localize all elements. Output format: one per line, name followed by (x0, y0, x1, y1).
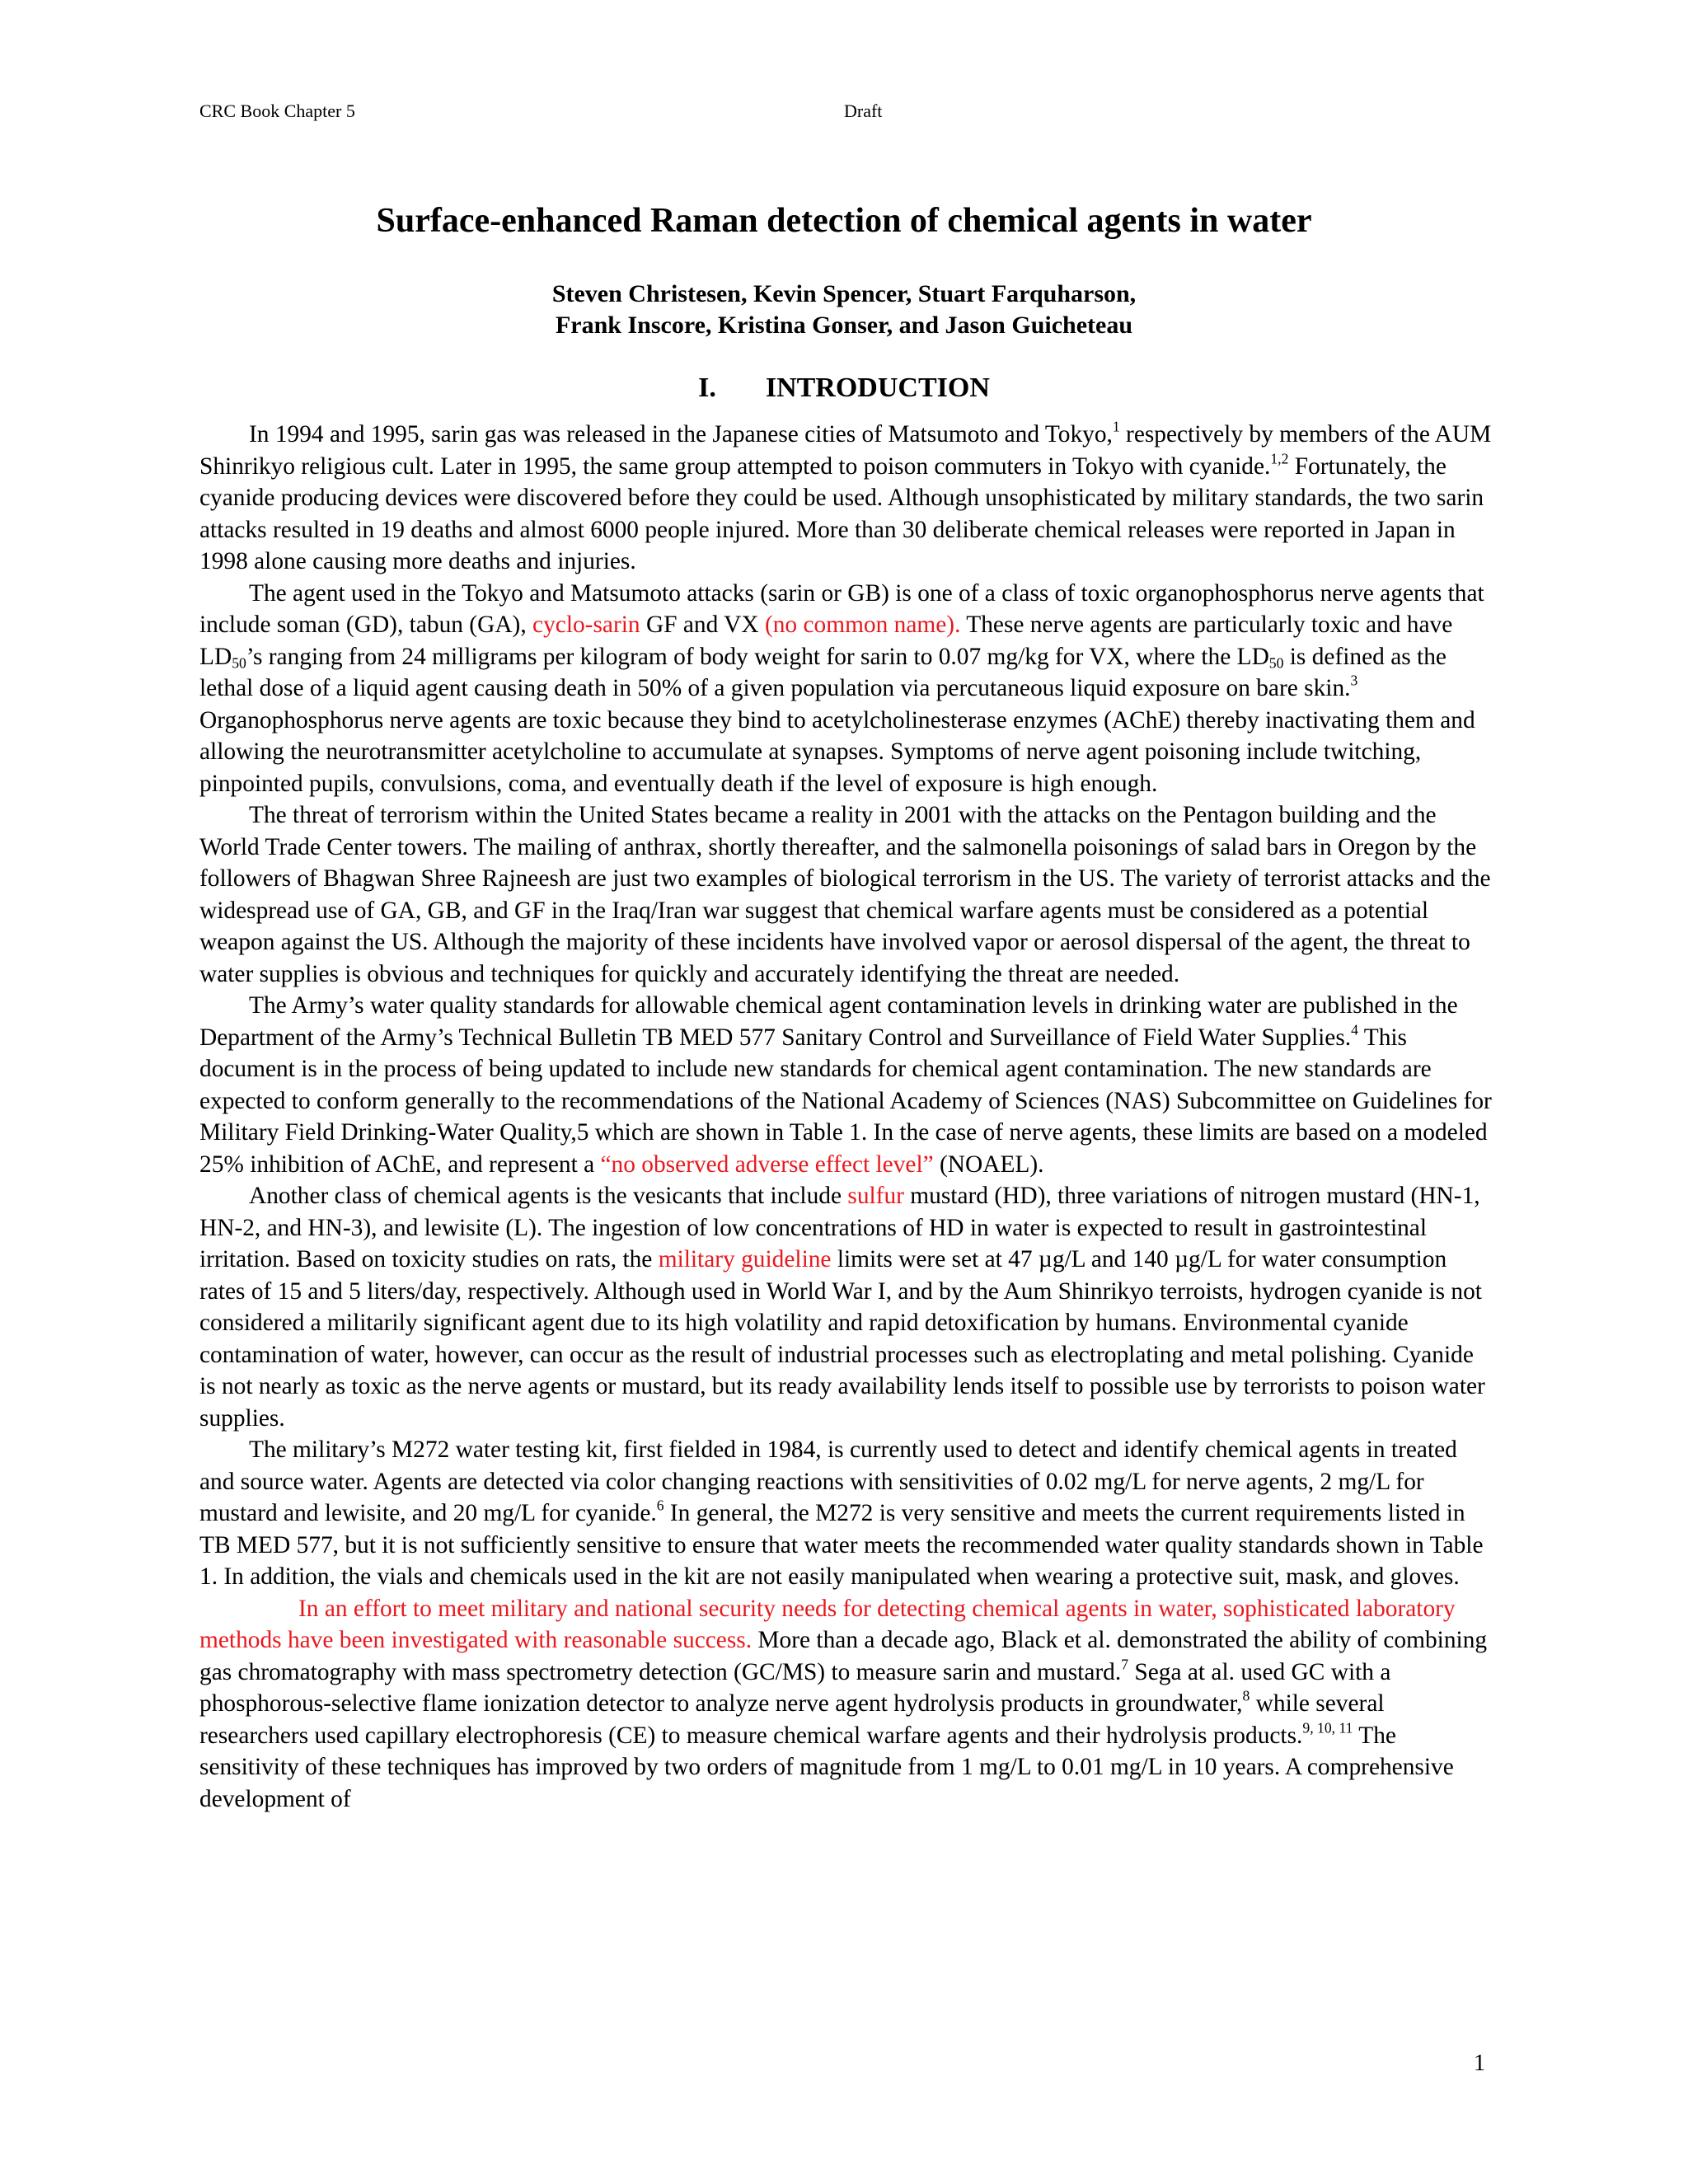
text-run: The military’s M272 water testing kit, first fielded in 1984, is currently used to detect and identify chemical agents in treated and source water. Agents are detected via color changing reactions with sensitivities of 0.02 mg/L for nerve agents, 2 mg/L for mustard and lewisite, and 20 mg/L for cyanide. (199, 1436, 1457, 1526)
citation: 3 (1350, 672, 1358, 689)
text-run: Organophosphorus nerve agents are toxic because they bind to acetylcholinesterase enzymes (AChE) thereby inactivating them and allowing the neurotransmitter acetylcholine to accumulate at synapses. Symptoms of nerve agent poisoning include twitching, pinpointed pupils, convulsions, coma, and eventually death if the level of exposure is high enough. (199, 706, 1475, 797)
highlighted-text: sulfur (847, 1183, 904, 1209)
highlighted-text: “no observed adverse effect level” (600, 1151, 934, 1178)
text-run: is defined as the lethal dose of a liquid agent causing death in 50% of a given population via percutaneous liquid exposure on bare skin. (199, 643, 1447, 701)
citation: 9, 10, 11 (1302, 1719, 1353, 1736)
text-run: ’s ranging from 24 milligrams per kilogram of body weight for sarin to 0.07 mg/kg for VX, where the LD (246, 643, 1269, 670)
section-number: I. (698, 373, 716, 403)
text-run: In general, the M272 is very sensitive and meets the current requirements listed in TB MED 577, but it is not sufficiently sensitive to ensure that water meets the recommended water quality standards shown in Table 1. In addition, the vials and chemicals used in the kit are not easily manipulated when wearing a protective suit, mask, and gloves. (199, 1500, 1484, 1590)
text-run: Fortunately, the cyanide producing devices were discovered before they could be used. Although unsophisticated by military standards, the two sarin attacks resulted in 19 deaths and almost 6000 people injured. More than 30 deliberate chemical releases were reported in Japan in 1998 alone causing more deaths and injuries. (199, 452, 1484, 574)
highlighted-text: military guideline (658, 1246, 832, 1272)
author-line-1: Steven Christesen, Kevin Spencer, Stuart Farquharson, (551, 280, 1137, 307)
paragraph-2 (199, 578, 1493, 800)
paragraph-1 (199, 419, 1493, 578)
section-heading (0, 373, 1688, 404)
running-header-draft: Draft (844, 101, 883, 121)
text-run: limits were set at 47 µg/L and 140 µg/L for water consumption rates of 15 and 5 liters/day, respectively. Although used in World War I, and by the Aum Shinrikyo terroists, hydrogen cyanide is not considered a militarily significant agent due to its high volatility and rapid detoxification by humans. Environmental cyanide contamination of water, however, can occur as the result of industrial processes such as electroplating and metal polishing. Cyanide is not nearly as toxic as the nerve agents or mustard, but its ready availability lends itself to possible use by terrorists to poison water supplies. (199, 1246, 1485, 1432)
text-run: More than a decade ago, Black et al. demonstrated the ability of combining gas chromatography with mass spectrometry detection (GC/MS) to measure sarin and mustard. (199, 1627, 1488, 1685)
text-run: The Army’s water quality standards for allowable chemical agent contamination levels in drinking water are published in the Department of the Army’s Technical Bulletin TB MED 577 Sanitary Control and Surveillance of Field Water Supplies. (199, 992, 1458, 1051)
text-run: while several researchers used capillary electrophoresis (CE) to measure chemical warfare agents and their hydrolysis products. (199, 1690, 1385, 1749)
citation: 1,2 (1270, 450, 1289, 467)
text-run: GF and VX (640, 612, 765, 638)
citation: 4 (1351, 1021, 1358, 1038)
paragraph-4 (199, 990, 1493, 1180)
highlighted-text: (no common name). (764, 612, 961, 638)
text-run: The sensitivity of these techniques has improved by two orders of magnitude from 1 mg/L to 0.01 mg/L in 10 years. A comprehensive development of (199, 1722, 1454, 1812)
text-run: This document is in the process of being updated to include new standards for chemical agent contamination. The new standards are expected to conform generally to the recommendations of the National Academy of Sciences (NAS) Subcommittee on Guidelines for Military Field Drinking-Water Quality,5 which are shown in Table 1. In the case of nerve agents, these limits are based on a modeled 25% inhibition of AChE, and represent a (199, 1024, 1492, 1178)
author-line-2: Frank Inscore, Kristina Gonser, and Jason Guicheteau (555, 312, 1133, 339)
citation: 1 (1112, 418, 1120, 435)
page-number: 1 (1474, 2050, 1485, 2076)
text-run: The agent used in the Tokyo and Matsumoto attacks (sarin or GB) is one of a class of toxic organophosphorus nerve agents that include soman (GD), tabun (GA), (199, 579, 1484, 638)
subscript: 50 (232, 654, 246, 671)
author-list (0, 279, 1688, 341)
citation: 6 (656, 1497, 664, 1514)
paragraph-3: The threat of terrorism within the United States became a reality in 2001 with the attacks on the Pentagon building and the World Trade Center towers. The mailing of anthrax, shortly thereafter, and the salmonella poisonings of salad bars in Oregon by the followers of Bhagwan Shree Rajneesh are just two examples of biological terrorism in the US. The variety of terrorist attacks and the widespread use of GA, GB, and GF in the Iraq/Iran war suggest that chemical warfare agents must be considered as a potential weapon against the US. Although the majority of these incidents have involved vapor or aerosol dispersal of the agent, the threat to water supplies is obvious and techniques for quickly and accurately identifying the threat are needed. (199, 802, 1491, 987)
citation: 8 (1242, 1687, 1250, 1704)
body-text (199, 419, 1493, 1815)
highlighted-text: In an effort to meet military and national security needs for detecting chemical agents in water, sophisticated laboratory methods have been investigated with reasonable success. (199, 1595, 1456, 1653)
text-run: mustard (HD), three variations of nitrogen mustard (HN-1, HN-2, and HN-3), and lewisite (L). The ingestion of low concentrations of HD in water is expected to result in gastrointestinal irritation. Based on toxicity studies on rats, the (199, 1183, 1480, 1272)
paragraph-5 (199, 1180, 1493, 1434)
highlighted-text: cyclo-sarin (532, 612, 640, 638)
text-run: In 1994 and 1995, sarin gas was released in the Japanese cities of Matsumoto and Tokyo, (249, 421, 1113, 448)
subscript: 50 (1268, 654, 1284, 671)
text-run: (NOAEL). (933, 1151, 1044, 1178)
paragraph-6 (199, 1434, 1493, 1593)
text-run: Sega at al. used GC with a phosphorous-selective flame ionization detector to analyze nerve agent hydrolysis products in groundwater, (199, 1658, 1391, 1717)
running-header-left: CRC Book Chapter 5 (199, 101, 355, 121)
text-run: Another class of chemical agents is the vesicants that include (249, 1183, 848, 1209)
paper-title: Surface-enhanced Raman detection of chemical agents in water (376, 202, 1312, 240)
section-title: INTRODUCTION (765, 373, 990, 403)
text-run: respectively by members of the AUM Shinrikyo religious cult. Later in 1995, the same group attempted to poison commuters in Tokyo with cyanide. (199, 421, 1492, 480)
citation: 7 (1121, 1656, 1129, 1673)
paragraph-7 (199, 1593, 1493, 1816)
text-run: These nerve agents are particularly toxic and have LD (199, 612, 1453, 670)
